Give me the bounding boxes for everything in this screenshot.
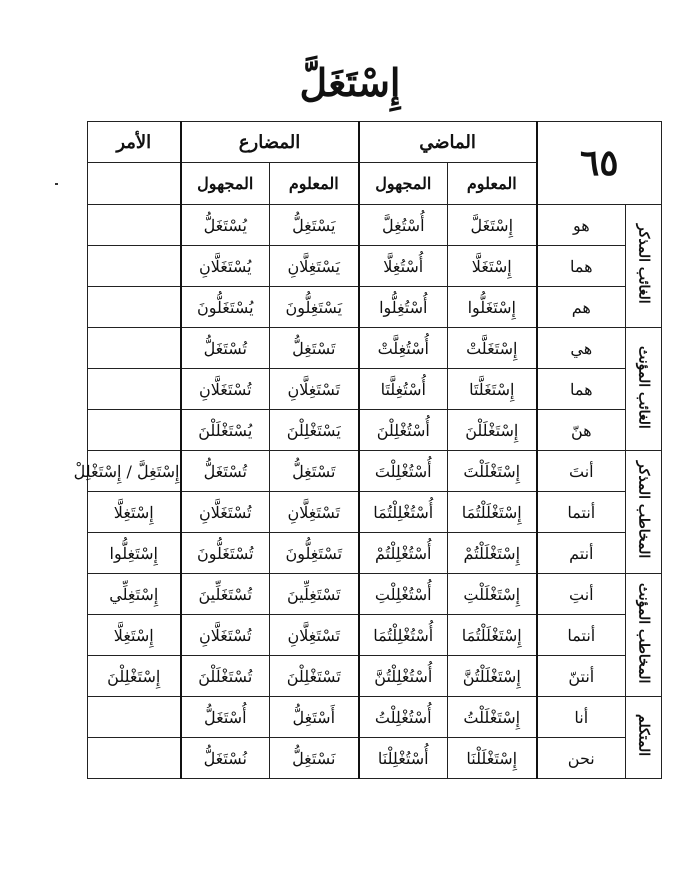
group-label: المتكلم (635, 714, 652, 757)
past-passive-cell: أُسْتُغْلِلْتِ (359, 574, 448, 615)
stray-mark (55, 183, 58, 185)
pronoun-cell: أنتَ (537, 451, 626, 492)
pronoun-cell: هما (537, 369, 626, 410)
pronoun-cell: هما (537, 246, 626, 287)
present-passive-cell: يُسْتَغَلُّ (181, 205, 270, 246)
table-row (88, 738, 662, 779)
past-active-cell: إِسْتَغْلَلْتَ (448, 451, 537, 492)
pronoun-cell: هم (537, 287, 626, 328)
past-active-header: المعلوم (448, 163, 537, 205)
past-active-cell: إِسْتَغَلَّا (448, 246, 537, 287)
table-row (88, 328, 662, 369)
past-passive-cell: أُسْتُغْلِلْتُمْ (359, 533, 448, 574)
group-label: المخاطب المؤنث (635, 582, 652, 684)
imperative-cell (88, 287, 181, 328)
pronoun-cell: أنتما (537, 615, 626, 656)
past-passive-cell: أُسْتُغِلَّ (359, 205, 448, 246)
imperative-cell: إِسْتَغْلِلْنَ (88, 656, 181, 697)
present-passive-cell: تُسْتَغَلَّانِ (181, 369, 270, 410)
table-row (88, 492, 662, 533)
present-active-cell: تَسْتَغِلَّانِ (270, 492, 359, 533)
pronoun-cell: هي (537, 328, 626, 369)
past-active-cell: إِسْتَغْلَلْتُمَا (448, 615, 537, 656)
past-passive-cell: أُسْتُغِلُّوا (359, 287, 448, 328)
past-active-cell: إِسْتَغْلَلْتُمَا (448, 492, 537, 533)
imperative-cell (88, 410, 181, 451)
imperative-cell: إِسْتَغِلَّا (88, 492, 181, 533)
group-cell (626, 205, 662, 328)
imperative-cell: إِسْتَغِلَّ / إِسْتَغْلِلْ (88, 451, 181, 492)
present-active-cell: يَسْتَغِلَّانِ (270, 246, 359, 287)
present-active-cell: تَسْتَغِلِّينَ (270, 574, 359, 615)
present-passive-cell: تُسْتَغَلِّينَ (181, 574, 270, 615)
page-title: إِسْتَغَلَّ (299, 60, 401, 105)
present-passive-cell: يُسْتَغَلَّانِ (181, 246, 270, 287)
table-row (88, 369, 662, 410)
present-passive-cell: نُسْتَغَلُّ (181, 738, 270, 779)
imperative-cell (88, 738, 181, 779)
imperative-header: الأمر (88, 122, 181, 163)
table-number: ٦٥ (579, 142, 619, 184)
present-active-cell: يَسْتَغِلُّ (270, 205, 359, 246)
past-passive-cell: أُسْتُغْلِلْتُ (359, 697, 448, 738)
pronoun-cell: أنتما (537, 492, 626, 533)
present-passive-header: المجهول (181, 163, 270, 205)
imperative-subheader (88, 163, 181, 205)
table-row (88, 574, 662, 615)
past-passive-cell: أُسْتُغِلَّتْ (359, 328, 448, 369)
group-label: المخاطب المذكر (635, 461, 652, 559)
group-label: الغائب المذكر (635, 224, 652, 304)
past-active-cell: إِسْتَغْلَلْتُنَّ (448, 656, 537, 697)
table-row (88, 205, 662, 246)
present-passive-cell: تُسْتَغَلُّ (181, 451, 270, 492)
pronoun-cell: نحن (537, 738, 626, 779)
past-passive-cell: أُسْتُغْلِلْنَا (359, 738, 448, 779)
past-passive-cell: أُسْتُغْلِلْتُمَا (359, 492, 448, 533)
table-row (88, 697, 662, 738)
past-active-cell: إِسْتَغْلَلْتِ (448, 574, 537, 615)
present-passive-cell: تُسْتَغْلَلْنَ (181, 656, 270, 697)
imperative-cell (88, 205, 181, 246)
imperative-cell (88, 328, 181, 369)
group-cell (626, 328, 662, 451)
past-active-cell: إِسْتَغَلَّتْ (448, 328, 537, 369)
pronoun-cell: هو (537, 205, 626, 246)
present-passive-cell: تُسْتَغَلُّ (181, 328, 270, 369)
table-number-cell (537, 122, 662, 205)
past-header: الماضي (359, 122, 537, 163)
past-passive-cell: أُسْتُغْلِلْتُنَّ (359, 656, 448, 697)
pronoun-cell: أنتم (537, 533, 626, 574)
past-passive-header: المجهول (359, 163, 448, 205)
past-passive-cell: أُسْتُغْلِلْتُمَا (359, 615, 448, 656)
present-active-cell: تَسْتَغْلِلْنَ (270, 656, 359, 697)
past-passive-cell: أُسْتُغِلَّا (359, 246, 448, 287)
present-header: المضارع (181, 122, 359, 163)
pronoun-cell: أنتنّ (537, 656, 626, 697)
table-row (88, 410, 662, 451)
group-cell (626, 697, 662, 779)
present-active-cell: تَسْتَغِلُّ (270, 451, 359, 492)
past-passive-cell: أُسْتُغْلِلْتَ (359, 451, 448, 492)
pronoun-cell: هنّ (537, 410, 626, 451)
past-active-cell: إِسْتَغَلُّوا (448, 287, 537, 328)
present-passive-cell: أُسْتَغَلُّ (181, 697, 270, 738)
imperative-cell (88, 246, 181, 287)
present-passive-cell: تُسْتَغَلَّانِ (181, 615, 270, 656)
present-passive-cell: تُسْتَغَلَّانِ (181, 492, 270, 533)
present-passive-cell: يُسْتَغْلَلْنَ (181, 410, 270, 451)
present-active-header: المعلوم (270, 163, 359, 205)
table-row (88, 451, 662, 492)
present-passive-cell: تُسْتَغَلُّونَ (181, 533, 270, 574)
present-active-cell: يَسْتَغْلِلْنَ (270, 410, 359, 451)
present-active-cell: يَسْتَغِلُّونَ (270, 287, 359, 328)
group-label: الغائب المؤنث (635, 345, 652, 429)
present-active-cell: أَسْتَغِلُّ (270, 697, 359, 738)
past-active-cell: إِسْتَغْلَلْنَا (448, 738, 537, 779)
imperative-cell: إِسْتَغِلُّوا (88, 533, 181, 574)
table-row (88, 287, 662, 328)
table-row (88, 533, 662, 574)
past-active-cell: إِسْتَغْلَلْتُمْ (448, 533, 537, 574)
conjugation-table (73, 121, 662, 779)
imperative-cell (88, 697, 181, 738)
present-active-cell: نَسْتَغِلُّ (270, 738, 359, 779)
table-row (88, 656, 662, 697)
present-passive-cell: يُسْتَغَلُّونَ (181, 287, 270, 328)
past-active-cell: إِسْتَغَلَّ (448, 205, 537, 246)
present-active-cell: تَسْتَغِلَّانِ (270, 615, 359, 656)
table-row (88, 246, 662, 287)
present-active-cell: تَسْتَغِلَّانِ (270, 369, 359, 410)
imperative-cell: إِسْتَغِلَّا (88, 615, 181, 656)
imperative-cell (88, 369, 181, 410)
past-active-cell: إِسْتَغْلَلْتُ (448, 697, 537, 738)
table-row (88, 615, 662, 656)
present-active-cell: تَسْتَغِلُّ (270, 328, 359, 369)
group-cell (626, 574, 662, 697)
past-passive-cell: أُسْتُغِلَّتَا (359, 369, 448, 410)
pronoun-cell: أنا (537, 697, 626, 738)
imperative-cell: إِسْتَغِلِّي (88, 574, 181, 615)
past-active-cell: إِسْتَغْلَلْنَ (448, 410, 537, 451)
pronoun-cell: أنتِ (537, 574, 626, 615)
group-cell (626, 451, 662, 574)
present-active-cell: تَسْتَغِلُّونَ (270, 533, 359, 574)
past-passive-cell: أُسْتُغْلِلْنَ (359, 410, 448, 451)
past-active-cell: إِسْتَغَلَّتَا (448, 369, 537, 410)
